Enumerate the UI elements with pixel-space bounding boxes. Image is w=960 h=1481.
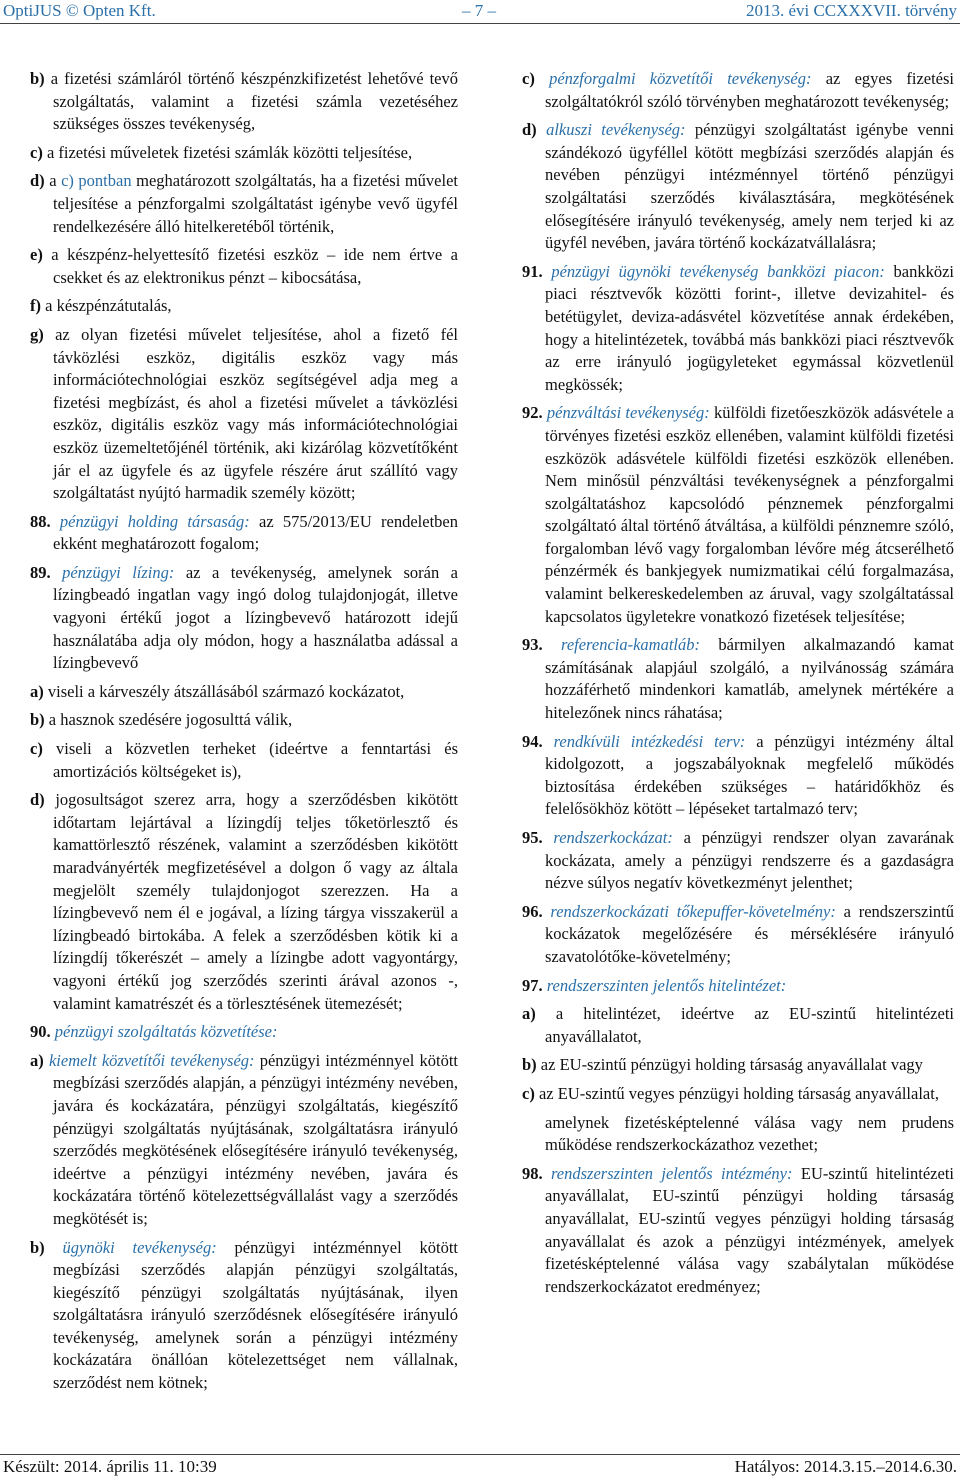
publisher-label: OptiJUS © Opten Kft. [3,1,156,20]
point-90-items [30,1050,458,1395]
point-93 [522,634,954,724]
item-text: viseli a kárveszély átszállásából származó kockázatot, [43,681,405,701]
list-item [30,789,458,1015]
page-header [0,0,960,22]
point-number: 96. [522,901,543,921]
defined-term: pénzügyi holding társaság: [59,511,250,531]
point-97-tail: amelynek fizetésképtelenné válása vagy nem prudens működése rendszerkockázathoz vezethet; [545,1112,954,1155]
item-label: e) [30,245,43,265]
list-item [30,295,458,318]
item-text: pénzügyi intézménnyel kötött megbízási szerződés alapján, a pénzügyi intézmény nevében, javára és kockázatára, pénzügyi szolgáltatás, kiegészítő pénzügyi szolgáltatás nyújtásának, szolgáltatásra irányuló szerződés megkötésének elősegítésére irányuló tevékenység, ideértve a pénzügyi intézmény nevében, javára és kockázatára történő kötelezettségvállalást vagy a szerződés megkötését is; [53,1050,458,1228]
item-label: g) [30,324,44,344]
defined-term: rendszerszinten jelentős intézmény: [550,1163,793,1183]
point-97-items [522,1003,954,1105]
point-92 [522,402,954,628]
list-item [30,170,458,238]
list-item [30,244,458,289]
point-90-continued-items [522,68,954,255]
point-88 [30,511,458,556]
item-label: b) [522,1055,537,1075]
list-item [30,1050,458,1231]
point-96 [522,901,954,969]
list-item [30,324,458,505]
definition-text: a rendszerszintű kockázatok megelőzésére és mérséklésére irányuló szavatolótőke-követelmény; [545,901,955,966]
point-number: 97. [522,975,543,995]
defined-term: kiemelt közvetítői tevékenység: [48,1050,255,1070]
law-title: 2013. évi CCXXXVII. törvény [745,1,957,20]
defined-term: ügynöki tevékenység: [62,1237,217,1257]
point-89 [30,562,458,675]
item-label: b) [30,69,45,88]
item-label: d) [30,171,45,191]
point-number: 93. [522,635,543,655]
item-label: c) [30,739,43,759]
item-text: meghatározott szolgáltatás, ha a fizetési művelet teljesítése a pénzforgalmi szolgáltatást igénybe vevő ügyfél rendelkezésére álló hitelkeretéből történik, [53,171,458,236]
point-number: 95. [522,828,543,847]
defined-term: pénzügyi ügynöki tevékenység bankközi piacon: [551,261,885,281]
point-number: 89. [30,562,51,582]
item-label: b) [30,1237,45,1257]
page-number: – 7 – [462,1,496,20]
defined-term: pénzforgalmi közvetítői tevékenység: [549,69,812,88]
item-label: b) [30,710,45,730]
definition-text: az a tevékenység, amelynek során a lízingbeadó ingatlan vagy ingó dolog tulajdonjogát, illetve vagyoni értékű jogot a lízingbevevő határozott idejű használatába adja oly módon, hogy a használatba adással a lízingbevevő [53,562,459,673]
cross-reference-link[interactable]: c) pontban [61,171,132,191]
definition-text: az 575/2013/EU rendeletben ekként meghatározott fogalom; [53,511,458,554]
list-item [30,68,458,136]
footer-rule [0,1454,960,1455]
point-number: 90. [30,1022,51,1042]
item-text: az EU-szintű vegyes pénzügyi holding társaság anyavállalat, [534,1083,939,1103]
item-text: a készpénz-helyettesítő fizetési eszköz – ide nem értve a csekket és az elektronikus pénzt – kibocsátása, [42,245,458,287]
item-text: a [44,171,62,191]
point-number: 94. [522,731,543,751]
point-89-items [30,681,458,1015]
item-text: a fizetési műveletek fizetési számlák közötti teljesítése, [42,142,413,162]
defined-term: referencia-kamatláb: [561,635,700,655]
item-text: az EU-szintű pénzügyi holding társaság anyavállalat vagy [536,1055,923,1075]
point-95 [522,827,954,895]
definition-text: a pénzügyi rendszer olyan zavarának kockázata, amely a pénzügyi rendszerre és a gazdaságra nézve súlyos negatív következményt jelenthet; [545,828,954,893]
item-label: c) [30,142,43,162]
list-item [30,709,458,732]
defined-term: pénzügyi szolgáltatás közvetítése: [54,1022,278,1042]
defined-term: rendkívüli intézkedési terv: [553,731,746,751]
point-number: 91. [522,261,543,281]
page-footer [0,1456,960,1481]
list-item [522,1083,954,1106]
definition-text: EU-szintű hitelintézeti anyavállalat, EU-szintű pénzügyi holding társaság anyavállalat, EU-szintű vegyes pénzügyi holding társaság anyavállalat és azok a pénzügyi intézmények, amelyek fizetésképtelenné válása vagy szabálytalan működése rendszerkockázatot eredményez; [545,1163,954,1296]
item-label: c) [522,69,535,88]
item-label: d) [522,120,537,140]
item-label: c) [522,1083,535,1103]
definition-text: külföldi fizetőeszközök adásvétele a törvényes fizetési eszköz ellenében, valamint külföldi fizetési eszközök adásvétele külföldi fizetési eszközök ellenében. Nem minősül pénzváltási tevékenységnek a pénzforgalmi szolgáltatáshoz kapcsolódó pénznemek pénzforgalmi szolgáltató által történő átváltása, a külföldi pénznemre szóló, forgalomban lévő vagy forgalomban lévőre még átcserélhető pénzérmék és bankjegyek numizmatikai célú forgalmazása, valamint belkereskedelemben az áruval, vagy szolgáltatással kapcsolatos ügyletekre vonatkozó fizetések teljesítése; [545,403,955,626]
point-91 [522,261,954,397]
definition-text: bankközi piaci résztvevők közötti forint-, illetve devizahitel- és betétügylet, deviza-adásvétel közvetítése annak érdekében, hogy a hitelintézetek, továbbá más bankközi piaci résztvevők az erre irányuló jogügyleteket egymással közvetlenül megkössék; [545,261,955,394]
point-number: 88. [30,511,51,531]
right-column [522,68,954,1304]
point-97 [522,975,954,998]
item-text: a fizetési számláról történő készpénzkifizetést lehetővé tevő szolgáltatás, valamint a fizetési számla vezetéséhez szükséges összes tevékenység, [44,69,458,134]
item-text: a készpénzátutalás, [41,296,172,316]
effective-dates: Hatályos: 2014.3.15.–2014.6.30. [734,1457,957,1476]
list-item [30,1237,458,1395]
point-90 [30,1021,458,1044]
defined-term: rendszerkockázat: [553,828,673,847]
definition-text: bármilyen alkalmazandó kamat számításának alapjául szolgáló, a nyilvánosság számára hozzáférhető mindenkori kamatláb, amelynek mértékére a hitelezőnek nincs ráhatása; [545,635,954,723]
list-item [522,119,954,255]
defined-term: pénzváltási tevékenység: [546,403,710,423]
defined-term: rendszerszinten jelentős hitelintézet: [546,975,787,995]
item-text: a hasznok szedésére jogosulttá válik, [44,710,293,730]
item-text: pénzügyi intézménnyel kötött megbízási szerződés alapján pénzügyi szolgáltatás, kiegészítő pénzügyi szolgáltatás nyújtásának, ilyen szolgáltatásra irányuló szerződésnek elősegítésére irányuló tevékenység, amelynek során a pénzügyi intézmény kockázatára önállóan kötelezettséget nem vállalnak, szerződést nem kötnek; [53,1237,459,1393]
item-text: a hitelintézet, ideértve az EU-szintű hitelintézeti anyavállalatot, [535,1004,954,1046]
item-text: viseli a közvetlen terheket (ideértve a fenntartási és amortizációs költségeket is), [42,739,458,781]
item-label: a) [30,681,44,701]
point-87-items [30,68,458,505]
left-column [30,68,458,1401]
list-item [522,68,954,113]
defined-term: alkuszi tevékenység: [546,120,686,140]
header-rule [0,23,960,24]
defined-term: rendszerkockázati tőkepuffer-követelmény: [550,901,836,921]
point-98 [522,1163,954,1299]
item-text: pénzügyi szolgáltatást igénybe venni szándékozó ügyféllel kötött megbízási szerződés alapján és nevében pénzügyi intézménnyel történő pénzügyi szolgáltatási szerződés kiválasztására, megkötésének elősegítésére irányuló tevékenység, amely nem terjed ki az ügyfél nevében, javára történő kockázatvállalásra; [545,120,954,253]
point-94 [522,731,954,821]
created-date: Készült: 2014. április 11. 10:39 [3,1457,217,1476]
list-item [30,681,458,704]
point-number: 98. [522,1163,543,1183]
defined-term: pénzügyi lízing: [62,562,175,582]
definition-text: a pénzügyi intézmény által kidolgozott, a jogszabályoknak megfelelő működés biztosítása érdekében szükséges – határidőkhöz és felelősökhöz kötött – lépéseket tartalmazó terv; [545,731,955,819]
item-text: az egyes fizetési szolgáltatókról szóló törvényben meghatározott tevékenység; [545,69,955,111]
list-item [30,738,458,783]
item-text: az olyan fizetési művelet teljesítése, ahol a fizető fél távközlési eszköz, digitális eszköz vagy más információtechnológiai eszköz segítségével adja meg a fizetési megbízást, és ahol a fizetési művelet a távközlési eszköz, digitális eszköz vagy más információtechnológiai eszköz üzemeltetőjénél történik, aki kizárólag közvetítőként jár el az ügyfele és az ügyfele részére árut szállító vagy szolgáltatást nyújtó harmadik személy között; [43,324,458,503]
item-label: a) [30,1050,44,1070]
list-item [522,1054,954,1077]
item-label: a) [522,1004,536,1024]
list-item [522,1003,954,1048]
item-text: jogosultságot szerez arra, hogy a szerződésben kikötött időtartam lejártával a lízingdíj teljes tőketörlesztő és kamattörlesztő részének, valamint a szerződésben kikötött maradványérték megfizetésével a dolgon ő vagy az általa megjelölt személy tulajdonjogot szerezzen. Ha a lízingbevevő nem él e jogával, a lízing tárgya visszakerül a lízingbeadó birtokába. A felek a szerződésben kötik ki a lízingdíj tőkerészét – amely a lízingbe adott vagyontárgy, vagyoni értékű jog szerződés szerinti árával azonos -, valamint kamatrészét és a törlesztésének ütemezését; [44,790,458,1013]
item-label: f) [30,296,41,316]
list-item [30,142,458,165]
point-number: 92. [522,403,543,423]
item-label: d) [30,790,45,810]
